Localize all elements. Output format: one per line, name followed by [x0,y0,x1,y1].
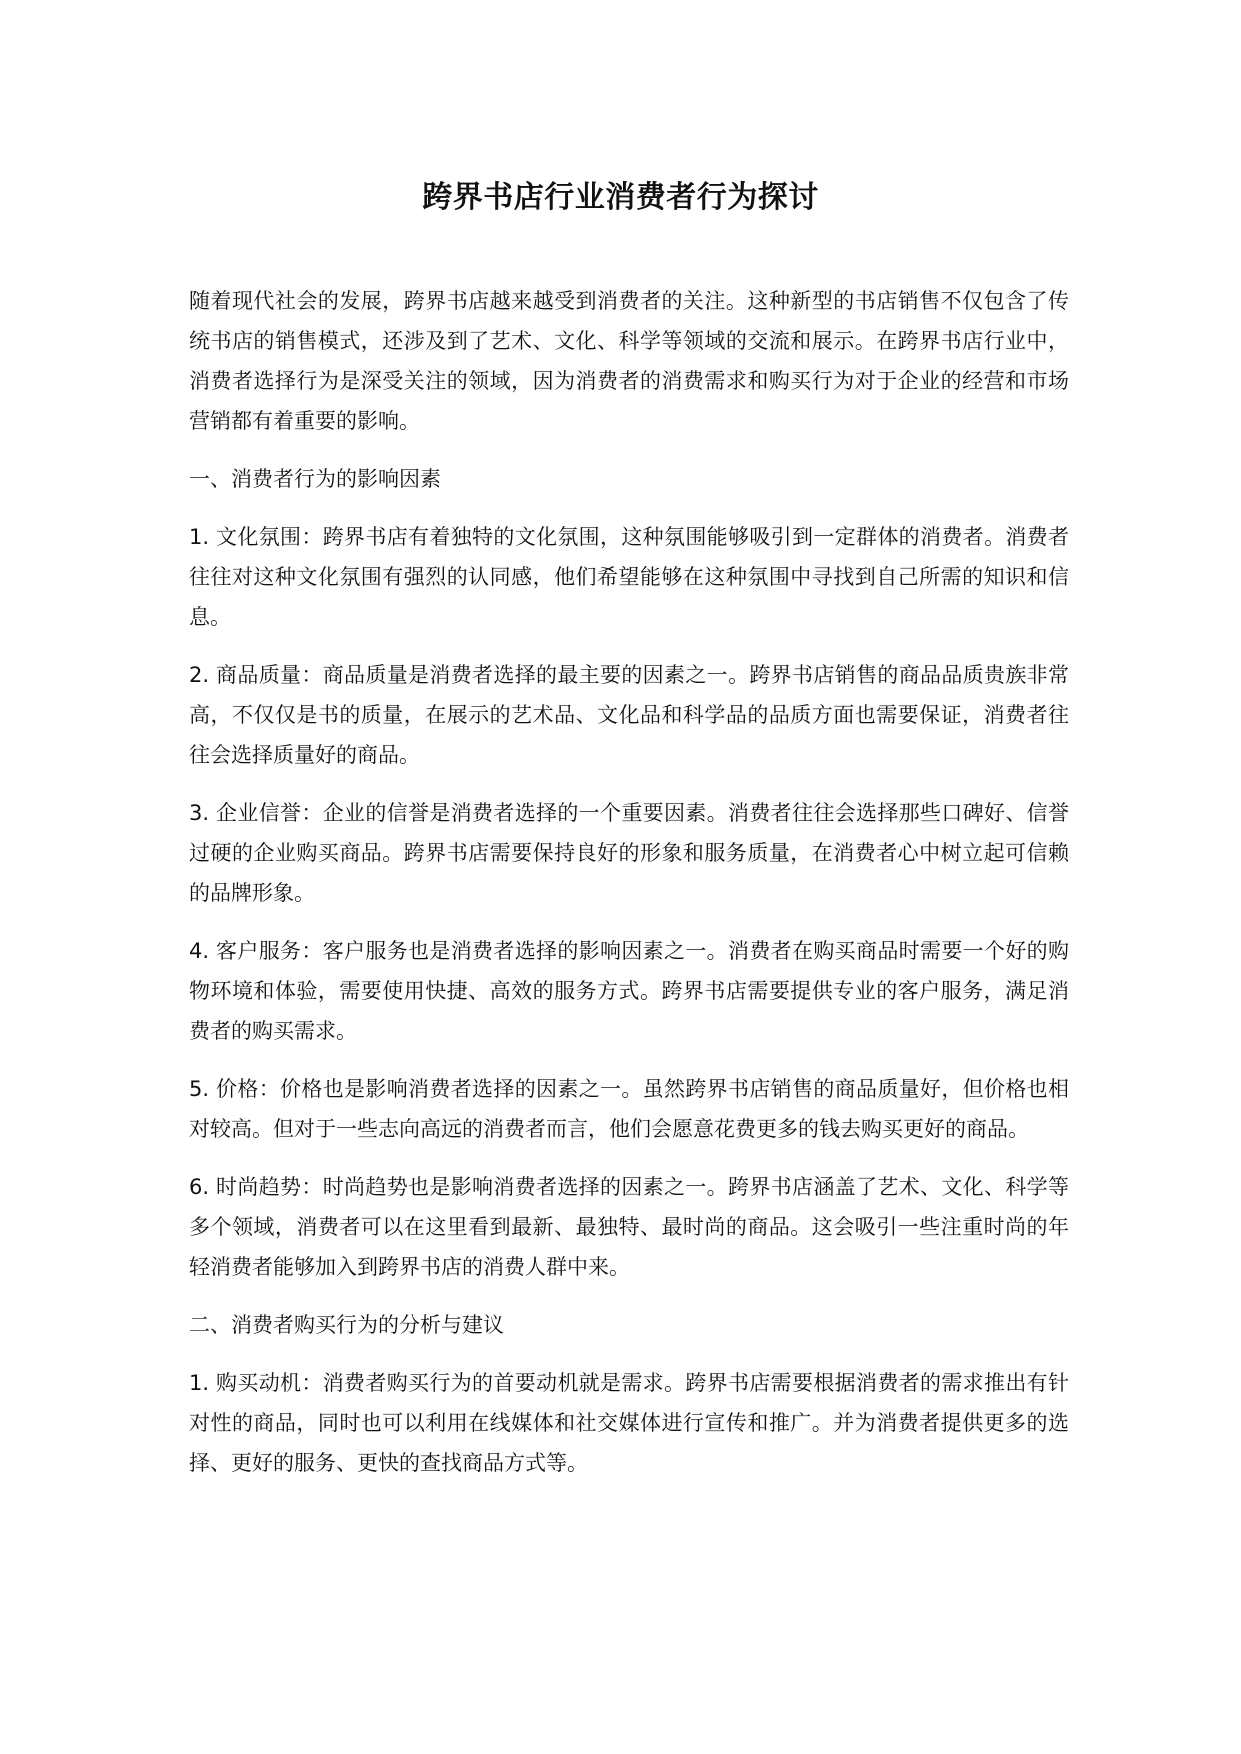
section-heading-1: 一、消费者行为的影响因素 [189,467,441,491]
document-body [189,281,1069,1501]
factor-paragraph: 6. 时尚趋势：时尚趋势也是影响消费者选择的因素之一。跨界书店涵盖了艺术、文化、科学等多个领域，消费者可以在这里看到最新、最独特、最时尚的商品。这会吸引一些注重时尚的年轻消费者能够加入到跨界书店的消费人群中来。 [189,1175,1069,1279]
page-title: 跨界书店行业消费者行为探讨 [422,180,819,215]
factor-paragraph: 3. 企业信誉：企业的信誉是消费者选择的一个重要因素。消费者往往会选择那些口碑好、信誉过硬的企业购买商品。跨界书店需要保持良好的形象和服务质量，在消费者心中树立起可信赖的品牌形象。 [189,801,1069,905]
factor-paragraph: 1. 文化氛围：跨界书店有着独特的文化氛围，这种氛围能够吸引到一定群体的消费者。消费者往往对这种文化氛围有强烈的认同感，他们希望能够在这种氛围中寻找到自己所需的知识和信息。 [189,525,1069,629]
factor-paragraph: 4. 客户服务：客户服务也是消费者选择的影响因素之一。消费者在购买商品时需要一个好的购物环境和体验，需要使用快捷、高效的服务方式。跨界书店需要提供专业的客户服务，满足消费者的购买需求。 [189,939,1069,1043]
factor-paragraph: 2. 商品质量：商品质量是消费者选择的最主要的因素之一。跨界书店销售的商品品质贵族非常高，不仅仅是书的质量，在展示的艺术品、文化品和科学品的品质方面也需要保证，消费者往往会选择质量好的商品。 [189,663,1069,767]
section-heading-2: 二、消费者购买行为的分析与建议 [189,1313,504,1337]
intro-paragraph: 随着现代社会的发展，跨界书店越来越受到消费者的关注。这种新型的书店销售不仅包含了传统书店的销售模式，还涉及到了艺术、文化、科学等领域的交流和展示。在跨界书店行业中，消费者选择行为是深受关注的领域，因为消费者的消费需求和购买行为对于企业的经营和市场营销都有着重要的影响。 [189,289,1069,433]
analysis-paragraph: 1. 购买动机：消费者购买行为的首要动机就是需求。跨界书店需要根据消费者的需求推出有针对性的商品，同时也可以利用在线媒体和社交媒体进行宣传和推广。并为消费者提供更多的选择、更好的服务、更快的查找商品方式等。 [189,1371,1069,1475]
factor-paragraph: 5. 价格：价格也是影响消费者选择的因素之一。虽然跨界书店销售的商品质量好，但价格也相对较高。但对于一些志向高远的消费者而言，他们会愿意花费更多的钱去购买更好的商品。 [189,1077,1069,1141]
